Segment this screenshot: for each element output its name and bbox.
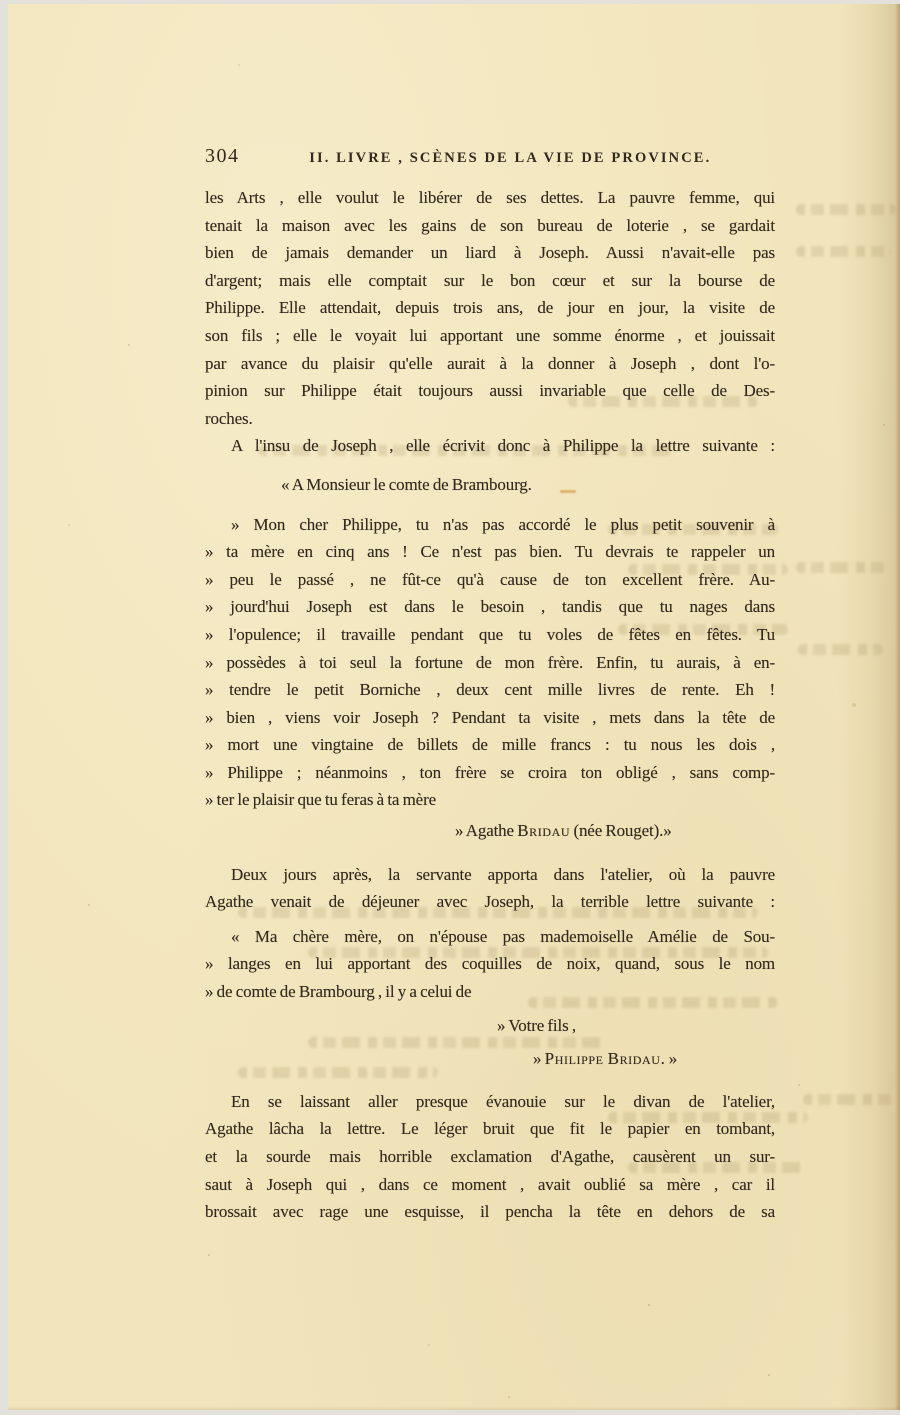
text-line: d'argent; mais elle comptait sur le bon cœur et sur la bourse de: [205, 270, 775, 290]
bleedthrough-smudge: [803, 1094, 893, 1105]
signature-text: (née Rouget).»: [570, 821, 672, 841]
text-line: roches.: [205, 408, 253, 428]
letter-line: » bien , viens voir Joseph ? Pendant ta visite , mets dans la tête de: [205, 707, 775, 727]
page-right-edge-shadow: [895, 4, 900, 1410]
paragraph: [205, 861, 775, 916]
text-line: A l'insu de Joseph , elle écrivit donc à Philippe la lettre suivante :: [231, 436, 775, 456]
text-line: pinion sur Philippe était toujours aussi invariable que celle de Des-: [205, 381, 775, 401]
paper: [8, 4, 900, 1410]
paragraph: [205, 1088, 775, 1226]
text-line: bien de jamais demander un liard à Joseph. Aussi n'avait-elle pas: [205, 243, 775, 263]
letter-line: » Philippe ; néanmoins , ton frère se croira ton obligé , sans comp-: [205, 762, 775, 782]
text-line: Deux jours après, la servante apporta dans l'atelier, où la pauvre: [231, 864, 775, 884]
running-title: II. LIVRE , SCÈNES DE LA VIE DE PROVINCE.: [309, 150, 712, 166]
letter-line: » l'opulence; il travaille pendant que tu voles de fêtes en fêtes. Tu: [205, 624, 775, 644]
letter-line: « Ma chère mère, on n'épouse pas mademoiselle Amélie de Sou-: [231, 926, 775, 946]
text-line: et la sourde mais horrible exclamation d'Agathe, causèrent un sur-: [205, 1147, 775, 1166]
bleedthrough-smudge: [796, 246, 891, 257]
signature-text: »: [665, 1049, 678, 1069]
letter-line: » mort une vingtaine de billets de mille francs : tu nous les dois ,: [205, 735, 775, 755]
letter-line: » peu le passé , ne fût-ce qu'à cause de ton excellent frère. Au-: [205, 569, 775, 589]
paper-specks: [8, 4, 10, 6]
letter-line: » Mon cher Philippe, tu n'as pas accordé le plus petit souvenir à: [231, 514, 775, 534]
text-line: brossait avec rage une esquisse, il pencha la tête en dehors de sa: [205, 1202, 775, 1222]
signature-text: » Agathe: [455, 821, 518, 841]
bleedthrough-smudge: [796, 562, 886, 573]
text-line: Agathe lâcha la lettre. Le léger bruit que fit le papier en tombant,: [205, 1119, 775, 1139]
page-bottom-edge-shadow: [8, 1406, 900, 1410]
text-line: saut à Joseph qui , dans ce moment , avait oublié sa mère , car il: [205, 1174, 775, 1194]
page-number: 304: [205, 145, 240, 167]
text-line: son fils ; elle le voyait lui apportant une somme énorme , et jouissait: [205, 325, 775, 345]
letter-closing: » Votre fils ,: [497, 1015, 576, 1035]
letter-line: » de comte de Brambourg , il y a celui de: [205, 982, 472, 1002]
letter-line: » possèdes à toi seul la fortune de mon frère. Enfin, tu aurais, à en-: [205, 652, 775, 672]
signature-name: Bridau: [517, 821, 571, 841]
text-column: [205, 145, 775, 1226]
letter-signature: [533, 1045, 775, 1073]
letter-body: [205, 923, 775, 1006]
letter-signature: [455, 817, 775, 845]
body-text: [205, 184, 775, 1226]
text-line: Agathe venait de déjeuner avec Joseph, la terrible lettre suivante :: [205, 892, 775, 912]
letter-salutation: « A Monsieur le comte de Brambourg.: [281, 474, 532, 494]
signature-text: »: [533, 1049, 545, 1069]
letter-body: [205, 511, 775, 815]
running-header: [205, 145, 775, 168]
text-line: En se laissant aller presque évanouie sur le divan de l'atelier,: [231, 1091, 775, 1111]
text-line: tenait la maison avec les gains de son bureau de loterie , se gardait: [205, 215, 775, 235]
text-line: par avance du plaisir qu'elle aurait à la donner à Joseph , dont l'o-: [205, 353, 775, 373]
letter-line: » jourd'hui Joseph est dans le besoin , tandis que tu nages dans: [205, 597, 775, 617]
letter-line: » tendre le petit Borniche , deux cent mille livres de rente. Eh !: [205, 680, 775, 700]
signature-name: Philippe Bridau.: [544, 1049, 666, 1069]
letter-line: » ta mère en cinq ans ! Ce n'est pas bien. Tu devrais te rappeler un: [205, 542, 775, 562]
bleedthrough-smudge: [796, 204, 896, 215]
text-line: les Arts , elle voulut le libérer de ses dettes. La pauvre femme, qui: [205, 188, 775, 207]
letter-line: » langes en lui apportant des coquilles de noix, quand, sous le nom: [205, 954, 775, 974]
bleedthrough-smudge: [798, 644, 883, 655]
text-line: Philippe. Elle attendait, depuis trois ans, de jour en jour, la visite de: [205, 298, 775, 318]
letter-line: » ter le plaisir que tu feras à ta mère: [205, 790, 436, 810]
